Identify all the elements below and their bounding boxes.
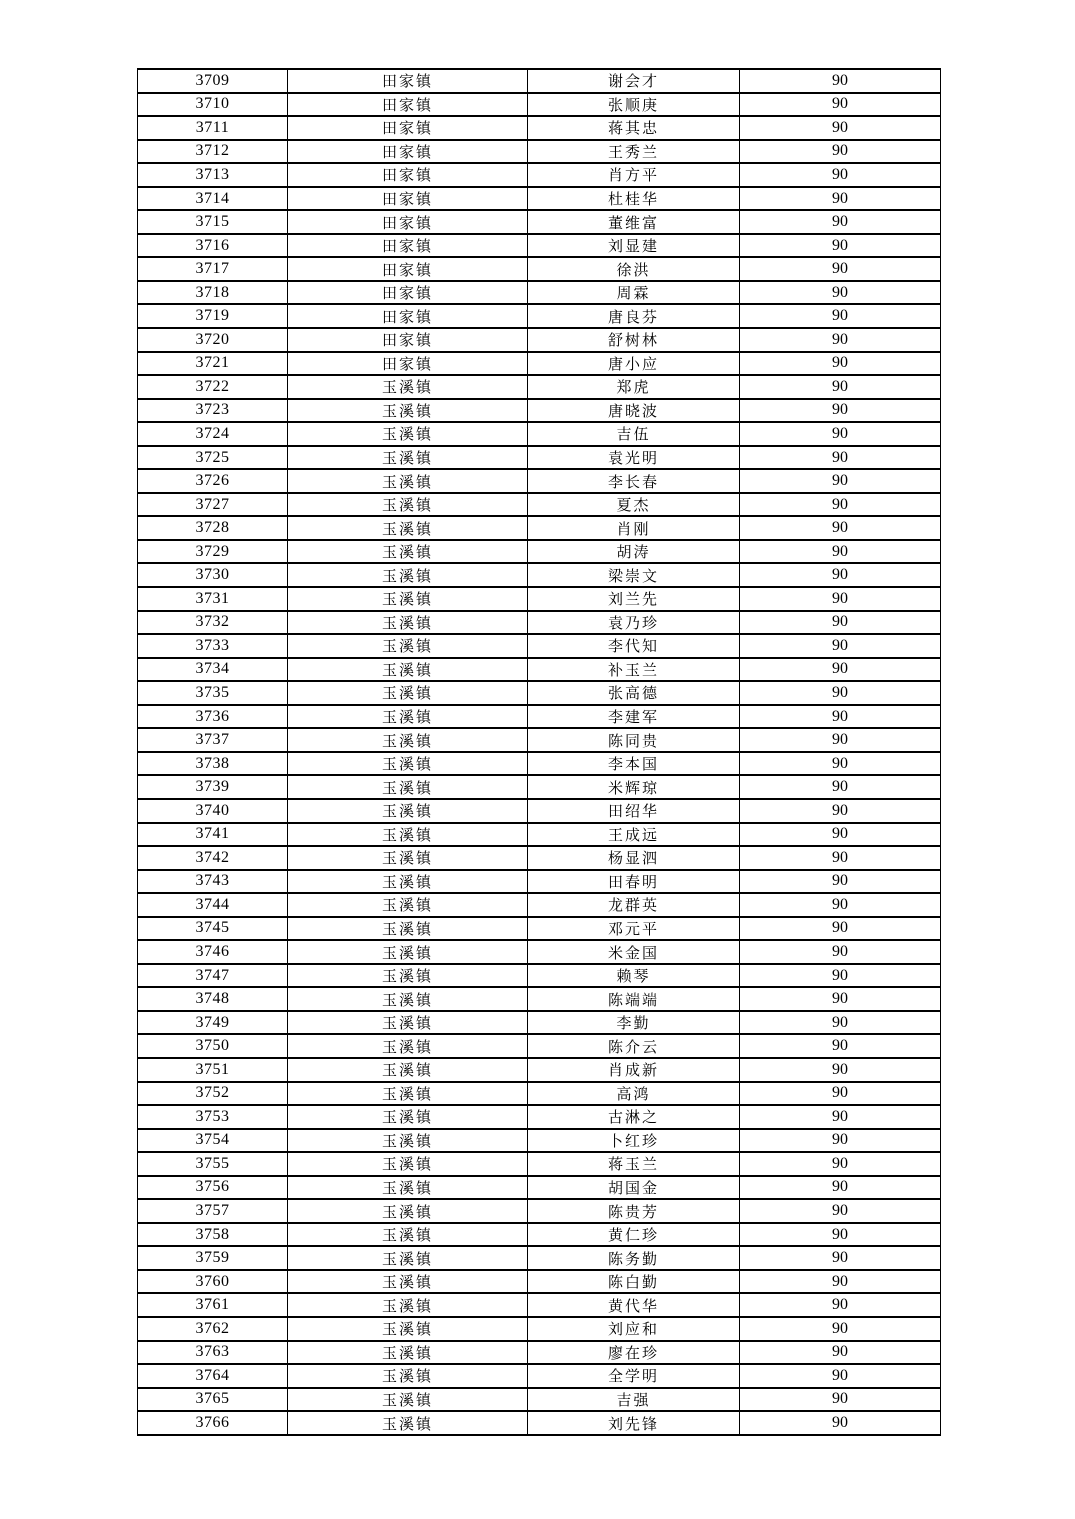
town-cell: 田家镇 [288,187,528,211]
score-cell: 90 [740,422,941,446]
town-cell: 玉溪镇 [288,1058,528,1082]
serial-number-cell: 3739 [138,775,288,799]
table-row [138,917,941,941]
score-cell: 90 [740,187,941,211]
table-row [138,964,941,988]
person-name-cell: 王成远 [528,823,740,847]
person-name-cell: 古淋之 [528,1105,740,1129]
serial-number-cell: 3725 [138,446,288,470]
table-row [138,987,941,1011]
serial-number-cell: 3748 [138,987,288,1011]
table-row [138,1293,941,1317]
score-cell: 90 [740,1152,941,1176]
table-row [138,281,941,305]
town-cell: 玉溪镇 [288,493,528,517]
town-cell: 玉溪镇 [288,1199,528,1223]
person-name-cell: 刘显建 [528,234,740,258]
score-cell: 90 [740,1270,941,1294]
serial-number-cell: 3742 [138,846,288,870]
town-cell: 田家镇 [288,93,528,117]
serial-number-cell: 3722 [138,375,288,399]
score-cell: 90 [740,1364,941,1388]
score-cell: 90 [740,93,941,117]
score-cell: 90 [740,870,941,894]
town-cell: 玉溪镇 [288,1129,528,1153]
serial-number-cell: 3712 [138,140,288,164]
serial-number-cell: 3723 [138,399,288,423]
serial-number-cell: 3724 [138,422,288,446]
table-row [138,257,941,281]
person-name-cell: 补玉兰 [528,658,740,682]
table-row [138,93,941,117]
town-cell: 玉溪镇 [288,1011,528,1035]
town-cell: 玉溪镇 [288,987,528,1011]
town-cell: 玉溪镇 [288,799,528,823]
person-name-cell: 郑虎 [528,375,740,399]
table-row [138,540,941,564]
score-cell: 90 [740,540,941,564]
person-name-cell: 刘应和 [528,1317,740,1341]
person-name-cell: 米辉琼 [528,775,740,799]
person-name-cell: 邓元平 [528,917,740,941]
serial-number-cell: 3749 [138,1011,288,1035]
person-name-cell: 肖成新 [528,1058,740,1082]
serial-number-cell: 3719 [138,304,288,328]
serial-number-cell: 3728 [138,516,288,540]
town-cell: 玉溪镇 [288,1317,528,1341]
person-name-cell: 徐洪 [528,257,740,281]
person-name-cell: 刘兰先 [528,587,740,611]
table-row [138,870,941,894]
person-name-cell: 杜桂华 [528,187,740,211]
score-cell: 90 [740,116,941,140]
score-cell: 90 [740,1176,941,1200]
person-name-cell: 王秀兰 [528,140,740,164]
score-cell: 90 [740,1411,941,1435]
town-cell: 玉溪镇 [288,893,528,917]
town-cell: 玉溪镇 [288,846,528,870]
table-row [138,823,941,847]
town-cell: 玉溪镇 [288,611,528,635]
score-table-body [138,69,941,1435]
table-row [138,187,941,211]
score-cell: 90 [740,1082,941,1106]
serial-number-cell: 3714 [138,187,288,211]
score-cell: 90 [740,281,941,305]
score-cell: 90 [740,1317,941,1341]
score-cell: 90 [740,563,941,587]
serial-number-cell: 3727 [138,493,288,517]
table-row [138,611,941,635]
serial-number-cell: 3733 [138,634,288,658]
town-cell: 玉溪镇 [288,658,528,682]
table-row [138,1223,941,1247]
town-cell: 田家镇 [288,140,528,164]
serial-number-cell: 3756 [138,1176,288,1200]
person-name-cell: 胡国金 [528,1176,740,1200]
serial-number-cell: 3741 [138,823,288,847]
town-cell: 玉溪镇 [288,1270,528,1294]
serial-number-cell: 3726 [138,469,288,493]
table-row [138,516,941,540]
score-cell: 90 [740,893,941,917]
town-cell: 玉溪镇 [288,446,528,470]
table-row [138,140,941,164]
serial-number-cell: 3745 [138,917,288,941]
table-row [138,1082,941,1106]
town-cell: 玉溪镇 [288,775,528,799]
score-cell: 90 [740,163,941,187]
person-name-cell: 梁崇文 [528,563,740,587]
serial-number-cell: 3737 [138,728,288,752]
table-row [138,1388,941,1412]
table-row [138,234,941,258]
score-cell: 90 [740,375,941,399]
person-name-cell: 袁乃珍 [528,611,740,635]
table-row [138,1246,941,1270]
serial-number-cell: 3711 [138,116,288,140]
table-row [138,69,941,93]
score-cell: 90 [740,469,941,493]
table-row [138,469,941,493]
serial-number-cell: 3744 [138,893,288,917]
person-name-cell: 赖琴 [528,964,740,988]
person-name-cell: 肖刚 [528,516,740,540]
score-cell: 90 [740,658,941,682]
table-row [138,210,941,234]
score-cell: 90 [740,634,941,658]
person-name-cell: 田春明 [528,870,740,894]
serial-number-cell: 3747 [138,964,288,988]
town-cell: 玉溪镇 [288,469,528,493]
person-name-cell: 肖方平 [528,163,740,187]
town-cell: 玉溪镇 [288,1152,528,1176]
person-name-cell: 陈务勤 [528,1246,740,1270]
serial-number-cell: 3736 [138,705,288,729]
score-cell: 90 [740,1034,941,1058]
score-table [137,68,941,1436]
serial-number-cell: 3746 [138,940,288,964]
table-row [138,422,941,446]
score-cell: 90 [740,940,941,964]
person-name-cell: 米金国 [528,940,740,964]
serial-number-cell: 3738 [138,752,288,776]
person-name-cell: 张顺庚 [528,93,740,117]
town-cell: 玉溪镇 [288,728,528,752]
score-cell: 90 [740,328,941,352]
person-name-cell: 卜红珍 [528,1129,740,1153]
serial-number-cell: 3752 [138,1082,288,1106]
score-cell: 90 [740,493,941,517]
score-cell: 90 [740,917,941,941]
person-name-cell: 田绍华 [528,799,740,823]
serial-number-cell: 3716 [138,234,288,258]
score-cell: 90 [740,775,941,799]
town-cell: 田家镇 [288,328,528,352]
score-cell: 90 [740,352,941,376]
score-cell: 90 [740,823,941,847]
table-row [138,1011,941,1035]
score-cell: 90 [740,257,941,281]
score-cell: 90 [740,69,941,93]
table-row [138,1058,941,1082]
serial-number-cell: 3710 [138,93,288,117]
score-cell: 90 [740,1011,941,1035]
serial-number-cell: 3757 [138,1199,288,1223]
person-name-cell: 黄仁珍 [528,1223,740,1247]
town-cell: 玉溪镇 [288,870,528,894]
town-cell: 玉溪镇 [288,1223,528,1247]
serial-number-cell: 3721 [138,352,288,376]
town-cell: 玉溪镇 [288,540,528,564]
person-name-cell: 唐良芬 [528,304,740,328]
town-cell: 玉溪镇 [288,917,528,941]
serial-number-cell: 3730 [138,563,288,587]
town-cell: 玉溪镇 [288,1293,528,1317]
town-cell: 玉溪镇 [288,681,528,705]
table-row [138,634,941,658]
serial-number-cell: 3720 [138,328,288,352]
score-cell: 90 [740,1388,941,1412]
table-row [138,752,941,776]
score-cell: 90 [740,587,941,611]
table-row [138,446,941,470]
town-cell: 田家镇 [288,116,528,140]
person-name-cell: 杨显泗 [528,846,740,870]
table-row [138,705,941,729]
table-row [138,728,941,752]
person-name-cell: 陈端端 [528,987,740,1011]
person-name-cell: 胡涛 [528,540,740,564]
person-name-cell: 谢会才 [528,69,740,93]
score-cell: 90 [740,752,941,776]
person-name-cell: 蒋玉兰 [528,1152,740,1176]
score-cell: 90 [740,611,941,635]
person-name-cell: 董维富 [528,210,740,234]
serial-number-cell: 3766 [138,1411,288,1435]
table-row [138,328,941,352]
person-name-cell: 夏杰 [528,493,740,517]
town-cell: 田家镇 [288,163,528,187]
table-row [138,1034,941,1058]
table-row [138,893,941,917]
town-cell: 玉溪镇 [288,1388,528,1412]
serial-number-cell: 3713 [138,163,288,187]
table-row [138,1176,941,1200]
town-cell: 玉溪镇 [288,375,528,399]
score-cell: 90 [740,516,941,540]
person-name-cell: 唐晓波 [528,399,740,423]
table-row [138,375,941,399]
town-cell: 玉溪镇 [288,940,528,964]
person-name-cell: 龙群英 [528,893,740,917]
town-cell: 玉溪镇 [288,752,528,776]
score-cell: 90 [740,210,941,234]
score-cell: 90 [740,728,941,752]
person-name-cell: 李建军 [528,705,740,729]
serial-number-cell: 3751 [138,1058,288,1082]
serial-number-cell: 3732 [138,611,288,635]
person-name-cell: 舒树林 [528,328,740,352]
score-cell: 90 [740,234,941,258]
serial-number-cell: 3761 [138,1293,288,1317]
table-row [138,563,941,587]
table-row [138,1152,941,1176]
town-cell: 玉溪镇 [288,1341,528,1365]
score-cell: 90 [740,1246,941,1270]
town-cell: 田家镇 [288,210,528,234]
town-cell: 玉溪镇 [288,563,528,587]
person-name-cell: 吉强 [528,1388,740,1412]
serial-number-cell: 3717 [138,257,288,281]
town-cell: 玉溪镇 [288,1364,528,1388]
town-cell: 玉溪镇 [288,516,528,540]
town-cell: 玉溪镇 [288,399,528,423]
person-name-cell: 李代知 [528,634,740,658]
person-name-cell: 唐小应 [528,352,740,376]
table-row [138,1411,941,1435]
score-cell: 90 [740,1105,941,1129]
person-name-cell: 陈同贵 [528,728,740,752]
table-row [138,352,941,376]
score-cell: 90 [740,1293,941,1317]
serial-number-cell: 3760 [138,1270,288,1294]
table-row [138,399,941,423]
serial-number-cell: 3762 [138,1317,288,1341]
person-name-cell: 李勤 [528,1011,740,1035]
town-cell: 玉溪镇 [288,705,528,729]
serial-number-cell: 3743 [138,870,288,894]
person-name-cell: 李本国 [528,752,740,776]
person-name-cell: 蒋其忠 [528,116,740,140]
town-cell: 玉溪镇 [288,422,528,446]
serial-number-cell: 3718 [138,281,288,305]
person-name-cell: 全学明 [528,1364,740,1388]
person-name-cell: 刘先锋 [528,1411,740,1435]
serial-number-cell: 3731 [138,587,288,611]
table-row [138,587,941,611]
score-cell: 90 [740,1341,941,1365]
serial-number-cell: 3715 [138,210,288,234]
serial-number-cell: 3734 [138,658,288,682]
table-row [138,1105,941,1129]
serial-number-cell: 3763 [138,1341,288,1365]
town-cell: 田家镇 [288,257,528,281]
person-name-cell: 廖在珍 [528,1341,740,1365]
serial-number-cell: 3758 [138,1223,288,1247]
person-name-cell: 陈介云 [528,1034,740,1058]
table-row [138,1364,941,1388]
town-cell: 玉溪镇 [288,823,528,847]
score-cell: 90 [740,399,941,423]
score-cell: 90 [740,846,941,870]
table-row [138,681,941,705]
serial-number-cell: 3709 [138,69,288,93]
table-row [138,163,941,187]
score-cell: 90 [740,1223,941,1247]
table-row [138,1317,941,1341]
town-cell: 玉溪镇 [288,1034,528,1058]
score-cell: 90 [740,1129,941,1153]
town-cell: 玉溪镇 [288,634,528,658]
person-name-cell: 高鸿 [528,1082,740,1106]
score-cell: 90 [740,964,941,988]
person-name-cell: 袁光明 [528,446,740,470]
town-cell: 田家镇 [288,69,528,93]
table-row [138,658,941,682]
table-row [138,846,941,870]
town-cell: 田家镇 [288,304,528,328]
town-cell: 玉溪镇 [288,587,528,611]
person-name-cell: 周霖 [528,281,740,305]
serial-number-cell: 3753 [138,1105,288,1129]
score-cell: 90 [740,705,941,729]
serial-number-cell: 3759 [138,1246,288,1270]
serial-number-cell: 3755 [138,1152,288,1176]
town-cell: 田家镇 [288,281,528,305]
serial-number-cell: 3729 [138,540,288,564]
table-row [138,304,941,328]
table-row [138,940,941,964]
score-cell: 90 [740,140,941,164]
town-cell: 玉溪镇 [288,964,528,988]
town-cell: 玉溪镇 [288,1176,528,1200]
table-row [138,493,941,517]
town-cell: 玉溪镇 [288,1082,528,1106]
score-cell: 90 [740,446,941,470]
town-cell: 田家镇 [288,352,528,376]
serial-number-cell: 3740 [138,799,288,823]
serial-number-cell: 3735 [138,681,288,705]
table-row [138,116,941,140]
table-row [138,1199,941,1223]
person-name-cell: 吉伍 [528,422,740,446]
score-cell: 90 [740,1058,941,1082]
serial-number-cell: 3750 [138,1034,288,1058]
table-row [138,799,941,823]
person-name-cell: 黄代华 [528,1293,740,1317]
table-row [138,775,941,799]
town-cell: 玉溪镇 [288,1246,528,1270]
person-name-cell: 陈贵芳 [528,1199,740,1223]
score-cell: 90 [740,1199,941,1223]
table-row [138,1129,941,1153]
table-row [138,1341,941,1365]
serial-number-cell: 3765 [138,1388,288,1412]
serial-number-cell: 3754 [138,1129,288,1153]
score-cell: 90 [740,799,941,823]
town-cell: 田家镇 [288,234,528,258]
person-name-cell: 张高德 [528,681,740,705]
town-cell: 玉溪镇 [288,1105,528,1129]
score-cell: 90 [740,987,941,1011]
person-name-cell: 陈白勤 [528,1270,740,1294]
person-name-cell: 李长春 [528,469,740,493]
score-cell: 90 [740,681,941,705]
town-cell: 玉溪镇 [288,1411,528,1435]
serial-number-cell: 3764 [138,1364,288,1388]
table-row [138,1270,941,1294]
score-cell: 90 [740,304,941,328]
